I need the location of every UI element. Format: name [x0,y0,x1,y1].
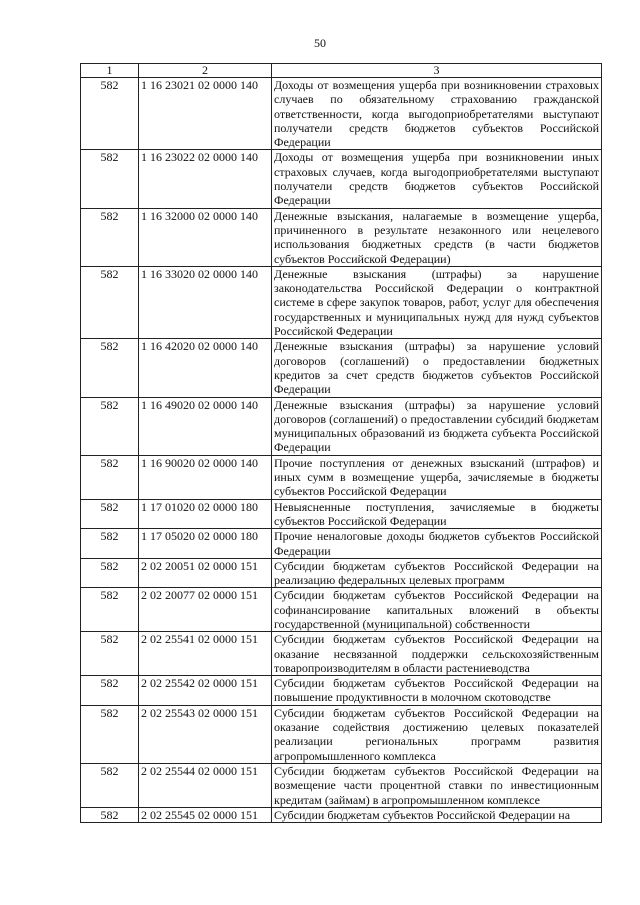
page-number: 50 [314,36,326,50]
admin-code-cell: 582 [81,150,139,208]
table-row [81,339,602,397]
description-cell: Денежные взыскания (штрафы) за нарушение законодательства Российской Федерации о контрактной системе в сфере закупок товаров, работ, услуг для обеспечения государственных и муниципальных нужд для нужд субъектов Российской Федерации [272,266,602,338]
table-row [81,529,602,559]
table-row [81,208,602,266]
admin-code-cell: 582 [81,266,139,338]
admin-code-cell: 582 [81,632,139,676]
description-cell: Невыясненные поступления, зачисляемые в бюджеты субъектов Российской Федерации [272,499,602,529]
admin-code-cell: 582 [81,529,139,559]
description-cell: Денежные взыскания (штрафы) за нарушение условий договоров (соглашений) о предоставлении субсидий бюджетам муниципальных образований из бюджета субъекта Российской Федерации [272,397,602,455]
admin-code-cell: 582 [81,208,139,266]
description-cell: Субсидии бюджетам субъектов Российской Федерации на повышение продуктивности в молочном скотоводстве [272,676,602,706]
description-cell: Денежные взыскания (штрафы) за нарушение условий договоров (соглашений) о предоставлении бюджетных кредитов за счет средств бюджетов субъектов Российской Федерации [272,339,602,397]
budget-code-cell: 1 16 33020 02 0000 140 [139,266,272,338]
description-cell: Денежные взыскания, налагаемые в возмещение ущерба, причиненного в результате незаконного или нецелевого использования бюджетных средств (в части бюджетов субъектов Российской Федерации) [272,208,602,266]
description-cell: Субсидии бюджетам субъектов Российской Федерации на оказание несвязанной поддержки сельскохозяйственным товаропроизводителям в области растениеводства [272,632,602,676]
description-cell: Субсидии бюджетам субъектов Российской Федерации на реализацию федеральных целевых программ [272,558,602,588]
description-cell: Субсидии бюджетам субъектов Российской Федерации на оказание содействия достижению целевых показателей реализации региональных программ развития агропромышленного комплекса [272,705,602,763]
table-row [81,499,602,529]
table-row [81,807,602,822]
budget-code-cell: 1 16 23021 02 0000 140 [139,78,272,150]
budget-code-cell: 1 16 49020 02 0000 140 [139,397,272,455]
admin-code-cell: 582 [81,763,139,807]
table-row [81,676,602,706]
revenue-codes-table [80,63,602,823]
description-cell: Субсидии бюджетам субъектов Российской Федерации на софинансирование капитальных вложений в объекты государственной (муниципальной) собственности [272,588,602,632]
budget-code-cell: 1 17 05020 02 0000 180 [139,529,272,559]
admin-code-cell: 582 [81,455,139,499]
table-row [81,763,602,807]
admin-code-cell: 582 [81,339,139,397]
budget-code-cell: 2 02 25542 02 0000 151 [139,676,272,706]
admin-code-cell: 582 [81,499,139,529]
column-header: 1 [81,64,139,78]
admin-code-cell: 582 [81,705,139,763]
budget-code-cell: 1 16 23022 02 0000 140 [139,150,272,208]
budget-code-cell: 2 02 20077 02 0000 151 [139,588,272,632]
table-row [81,397,602,455]
budget-code-cell: 2 02 20051 02 0000 151 [139,558,272,588]
column-header: 2 [139,64,272,78]
budget-code-cell: 2 02 25543 02 0000 151 [139,705,272,763]
description-cell: Субсидии бюджетам субъектов Российской Федерации на [272,807,602,822]
budget-code-cell: 2 02 25544 02 0000 151 [139,763,272,807]
budget-code-cell: 1 16 32000 02 0000 140 [139,208,272,266]
description-cell: Прочие неналоговые доходы бюджетов субъектов Российской Федерации [272,529,602,559]
admin-code-cell: 582 [81,676,139,706]
table-row [81,455,602,499]
admin-code-cell: 582 [81,807,139,822]
table-row [81,632,602,676]
admin-code-cell: 582 [81,588,139,632]
table-row [81,150,602,208]
description-cell: Субсидии бюджетам субъектов Российской Федерации на возмещение части процентной ставки по инвестиционным кредитам (займам) в агропромышленном комплексе [272,763,602,807]
table-row [81,558,602,588]
budget-code-cell: 1 17 01020 02 0000 180 [139,499,272,529]
table-row [81,705,602,763]
table-header-row [81,64,602,78]
table-row [81,78,602,150]
admin-code-cell: 582 [81,397,139,455]
admin-code-cell: 582 [81,78,139,150]
budget-code-cell: 1 16 42020 02 0000 140 [139,339,272,397]
table-row [81,588,602,632]
column-header: 3 [272,64,602,78]
budget-code-cell: 2 02 25541 02 0000 151 [139,632,272,676]
budget-code-cell: 2 02 25545 02 0000 151 [139,807,272,822]
description-cell: Доходы от возмещения ущерба при возникновении иных страховых случаев, когда выгодоприобретателями выступают получатели средств бюджетов субъектов Российской Федерации [272,150,602,208]
description-cell: Доходы от возмещения ущерба при возникновении страховых случаев по обязательному страхованию гражданской ответственности, когда выгодоприобретателями выступают получатели средств бюджетов субъектов Российской Федерации [272,78,602,150]
budget-code-cell: 1 16 90020 02 0000 140 [139,455,272,499]
admin-code-cell: 582 [81,558,139,588]
table-row [81,266,602,338]
description-cell: Прочие поступления от денежных взысканий (штрафов) и иных сумм в возмещение ущерба, зачисляемые в бюджеты субъектов Российской Федерации [272,455,602,499]
